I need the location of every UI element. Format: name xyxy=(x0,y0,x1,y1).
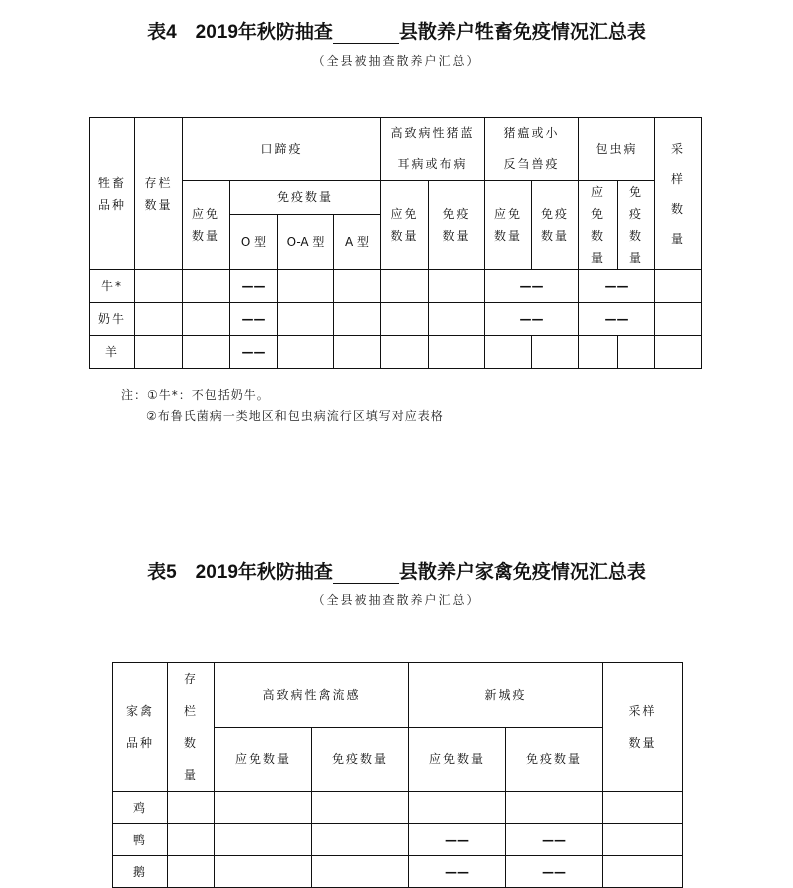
row-label: 牛* xyxy=(90,270,135,303)
na-cell: —— xyxy=(485,303,579,336)
header-hpai: 高致病性禽流感 xyxy=(215,663,409,728)
header-hpai-should: 应免数量 xyxy=(215,727,312,792)
na-cell: —— xyxy=(409,856,506,888)
table4-subtitle: （全县被抽查散养户汇总） xyxy=(312,54,481,68)
livestock-table xyxy=(89,117,702,369)
table-row xyxy=(90,303,702,336)
table5-subtitle: （全县被抽查散养户汇总） xyxy=(312,593,481,607)
table-row xyxy=(90,270,702,303)
table-row xyxy=(113,824,683,856)
header-fmd-vaccinated: 免疫数量 xyxy=(230,181,381,215)
header-nd: 新城疫 xyxy=(409,663,603,728)
header-prrs-vaccinated: 免疫数量 xyxy=(429,181,485,270)
note-2: ②布鲁氏菌病一类地区和包虫病流行区填写对应表格 xyxy=(146,409,444,423)
header-prrs: 高致病性猪蓝耳病或布病 xyxy=(381,118,485,181)
header-stock: 存栏数量 xyxy=(168,663,215,792)
na-cell: —— xyxy=(506,824,603,856)
na-cell: —— xyxy=(485,270,579,303)
header-fmd: 口蹄疫 xyxy=(183,118,381,181)
header-species: 家禽品种 xyxy=(113,663,168,792)
table-row xyxy=(113,792,683,824)
poultry-table xyxy=(112,662,683,888)
na-cell: —— xyxy=(230,303,278,336)
header-a-type: A 型 xyxy=(334,214,381,269)
header-echino-should: 应免数量 xyxy=(579,181,618,270)
header-echino: 包虫病 xyxy=(579,118,655,181)
header-o-type: O 型 xyxy=(230,214,278,269)
header-stock: 存栏数量 xyxy=(135,118,183,270)
header-nd-vaccinated: 免疫数量 xyxy=(506,727,603,792)
table5-title: 表5 2019年秋防抽查 县散养户家禽免疫情况汇总表 xyxy=(147,562,646,583)
table-row xyxy=(113,856,683,888)
header-nd-should: 应免数量 xyxy=(409,727,506,792)
row-label: 奶牛 xyxy=(90,303,135,336)
na-cell: —— xyxy=(506,856,603,888)
row-label: 鹅 xyxy=(113,856,168,888)
row-label: 羊 xyxy=(90,336,135,369)
header-oa-type: O-A 型 xyxy=(278,214,334,269)
header-csf: 猪瘟或小反刍兽疫 xyxy=(485,118,579,181)
header-fmd-should: 应免数量 xyxy=(183,181,230,270)
row-label: 鸭 xyxy=(113,824,168,856)
header-csf-vaccinated: 免疫数量 xyxy=(532,181,579,270)
note-1: 注：①牛*：不包括奶牛。 xyxy=(121,388,270,402)
na-cell: —— xyxy=(579,303,655,336)
header-csf-should: 应免数量 xyxy=(485,181,532,270)
header-species: 牲畜品种 xyxy=(90,118,135,270)
header-sample: 采样数量 xyxy=(655,118,702,270)
na-cell: —— xyxy=(230,336,278,369)
header-hpai-vaccinated: 免疫数量 xyxy=(312,727,409,792)
header-sample: 采样数量 xyxy=(603,663,683,792)
header-echino-vaccinated: 免疫数量 xyxy=(618,181,655,270)
table-row xyxy=(90,336,702,369)
na-cell: —— xyxy=(230,270,278,303)
row-label: 鸡 xyxy=(113,792,168,824)
na-cell: —— xyxy=(579,270,655,303)
table4-title: 表4 2019年秋防抽查 县散养户牲畜免疫情况汇总表 xyxy=(147,22,646,43)
na-cell: —— xyxy=(409,824,506,856)
header-prrs-should: 应免数量 xyxy=(381,181,429,270)
